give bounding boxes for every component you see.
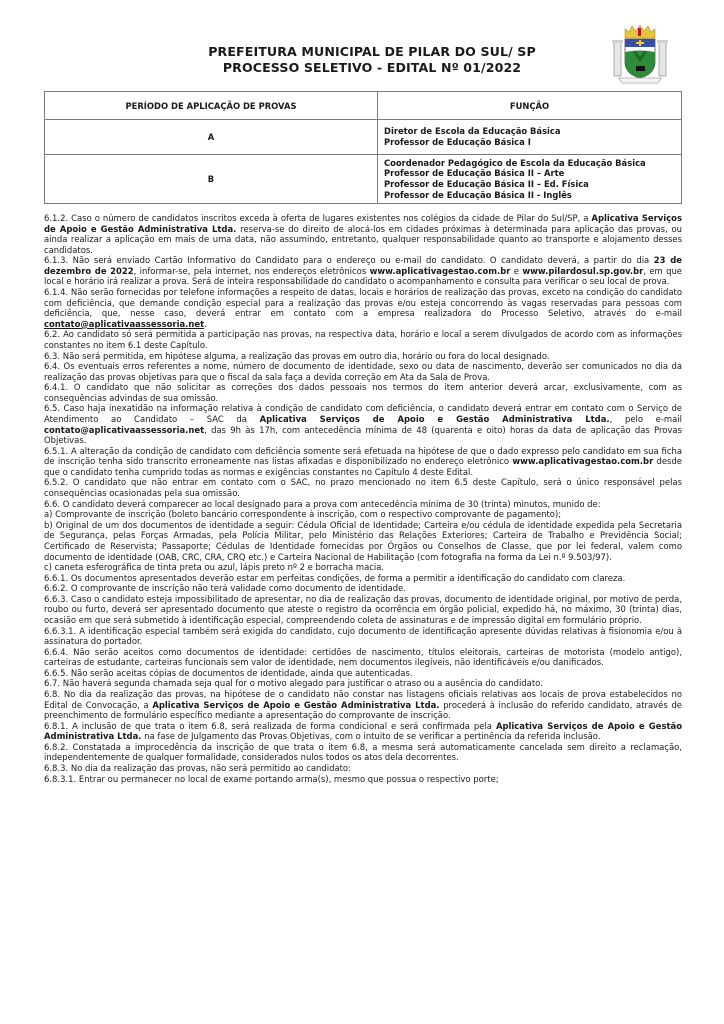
text-run: b) Original de um dos documentos de identidade a seguir: Cédula Oficial de Identidade; Carteira e/ou cédula de identidade expedida pela Secretaria de Segurança, pelas Forças Armadas, pela Polícia Militar, pelo Ministério das Relações Exteriores; Carteira de Trabalho e Previdência Social; Certificado de Reservista; Passaporte; Cédulas de Identidade fornecidas por Órgãos ou Conselhos de Classe, que por lei federal, valem como documento de identidade (OAB, CRC, CRA, CRQ etc.) e Carteira Nacional de Habilitação (com fotografia na forma da Lei n.º 9.503/97). (44, 519, 682, 562)
bold-text: Aplicativa Serviços de Apoio e Gestão Administrativa Ltda. (259, 413, 610, 424)
bold-text: Aplicativa Serviços de Apoio e Gestão Administrativa Ltda. (44, 720, 682, 742)
paragraph (44, 594, 682, 626)
bold-text: Aplicativa Serviços de Apoio e Gestão Administrativa Ltda. (44, 213, 682, 234)
paragraph (44, 678, 682, 689)
function-item: Professor de Educação Básica II – Ed. Física (384, 179, 589, 189)
table-header-row (45, 92, 682, 120)
bold-text: www.aplicativagestao.com.br (369, 265, 511, 276)
text-run: , informar-se, pela internet, nos endereços eletrônicos (133, 265, 370, 276)
paragraph (44, 742, 682, 763)
paragraph (44, 763, 682, 774)
text-run: 6.6.3. Caso o candidato esteja impossibilitado de apresentar, no dia de realização das provas, documento de identidade original, por motivo de perda, roubo ou furto, deverá ser apresentado documento que ateste o registro da ocorrência em órgão policial, expedido há, no máximo, 30 (trinta) dias, ocasião em que será submetido à identificação especial, compreendendo coleta de assinaturas e de impressão digital em formulário próprio. (44, 593, 682, 625)
text-run: , pelo e-mail (609, 413, 682, 424)
text-run: reserva-se do direito de alocá-los em cidades próximas à determinada para aplicação das provas, ou ainda realizar a aplicação em mais de uma data, não assumindo, entretanto, qualquer responsabilidade quanto ao transporte e alojamento desses candidatos. (44, 223, 682, 255)
text-run: 6.3. Não será permitida, em hipótese alguma, a realização das provas em outro dia, horário ou fora do local designado. (44, 350, 550, 361)
text-run: 6.8. No dia da realização das provas, na hipótese de o candidato não constar nas listagens oficiais relativas aos locais de prova estabelecidos no Edital de Convocação, a (44, 689, 682, 710)
table-row (45, 120, 682, 155)
text-run: 6.4. Os eventuais erros referentes a nome, número de documento de identidade, sexo ou data de nascimento, deverão ser comunicados no dia da realização das provas objetivas para que o fiscal da sala faça a devida correção em Ata da Sala de Prova. (44, 361, 682, 382)
text-run: 6.2. Ao candidato só será permitida a participação nas provas, na respectiva data, horário e local a serem divulgados de acordo com as informações constantes no item 6.1 deste Capítulo. (44, 329, 682, 350)
text-run: 6.8.3. No dia da realização das provas, não será permitido ao candidato: (44, 763, 351, 774)
text-run: 6.8.1. A inclusão de que trata o item 6.8, será realizada de forma condicional e será confirmada pela (44, 720, 496, 731)
column-header-period: PERÍODO DE APLICAÇÃO DE PROVAS (45, 92, 378, 120)
function-item: Diretor de Escola da Educação Básica (384, 126, 561, 137)
text-run: 6.1.4. Não serão fornecidas por telefone informações a respeito de datas, locais e horários de realização das provas, exceto na condição do candidato com deficiência, que demande condição especial para a realização das provas e/ou esteja concorrendo às vagas reservadas para pessoas com deficiência, que, nesse caso, deverá entrar em contato com a empresa realizadora do Processo Seletivo, através do e-mail (44, 287, 682, 319)
function-item: Coordenador Pedagógico de Escola da Educação Básica (384, 157, 646, 168)
text-run: 6.5. Caso haja inexatidão na informação relativa à condição de candidato com deficiência, o candidato deverá entrar em contato com o Serviço de Atendimento ao Candidato – SAC da (44, 403, 682, 424)
bold-text: contato@aplicativaassessoria.net (44, 424, 205, 435)
text-run: . (204, 318, 207, 329)
text-run: 6.1.2. Caso o número de candidatos inscritos exceda à oferta de lugares existentes nos colégios da cidade de Pilar do Sul/SP, a (44, 213, 592, 223)
bold-text: www.pilardosul.sp.gov.br (522, 265, 644, 276)
paragraph (44, 562, 682, 573)
email-link[interactable]: contato@aplicativaassessoria.net (44, 318, 205, 329)
text-run: e (510, 265, 523, 276)
paragraph (44, 668, 682, 679)
paragraph (44, 499, 682, 510)
text-run: na fase de Julgamento das Provas Objetivas, com o intuito de se verificar a pertinência da referida inclusão. (141, 731, 601, 742)
period-cell: A (45, 120, 378, 155)
exam-period-table (44, 91, 682, 204)
text-run: , em que local e horário irá realizar a prova. Será de inteira responsabilidade do candidato o acompanhamento e consulta para verificar o seu local de prova. (44, 265, 682, 287)
paragraph (44, 213, 682, 255)
text-run: procederá à inclusão do referido candidato, através de preenchimento de formulário específico mediante a apresentação do comprovante de inscrição. (44, 699, 682, 721)
paragraph (44, 255, 682, 287)
text-run: 6.6.1. Os documentos apresentados deverão estar em perfeitas condições, de forma a permitir a identificação do candidato com clareza. (44, 572, 626, 583)
text-run: 6.5.2. O candidato que não entrar em contato com o SAC, no prazo mencionado no item 6.5 deste Capítulo, será o único responsável pelas consequências ocasionadas pela sua omissão. (44, 477, 682, 499)
bold-text: 23 de dezembro de 2022 (44, 255, 682, 276)
paragraph (44, 774, 682, 785)
paragraph (44, 446, 682, 478)
table-row (45, 155, 682, 204)
paragraph (44, 477, 682, 498)
paragraph (44, 287, 682, 329)
paragraph (44, 520, 682, 562)
text-run: c) caneta esferográfica de tinta preta ou azul, lápis preto nº 2 e borracha macia. (44, 562, 385, 573)
paragraph (44, 721, 682, 742)
function-item: Professor de Educação Básica II - Inglês (384, 189, 572, 200)
text-run: 6.6. O candidato deverá comparecer ao local designado para a prova com antecedência mínima de 30 (trinta) minutos, munido de: (44, 498, 601, 509)
paragraph (44, 382, 682, 403)
text-run: 6.8.2. Constatada a improcedência da inscrição de que trata o item 6.8, a mesma será automaticamente cancelada sem direito a reclamação, independentemente de qualquer formalidade, considerados nulos todos os atos dela decorrentes. (44, 741, 682, 763)
paragraph (44, 361, 682, 382)
paragraph (44, 403, 682, 445)
text-run: 6.1.3. Não será enviado Cartão Informativo do Candidato para o endereço ou e-mail do candidato. O candidato deverá, a partir do dia (44, 255, 654, 266)
paragraph (44, 351, 682, 362)
text-run: 6.4.1. O candidato que não solicitar as correções dos dados pessoais nos termos do item anterior deverá arcar, exclusivamente, com as consequências advindas de sua omissão. (44, 382, 682, 403)
text-run: 6.6.5. Não serão aceitas cópias de documentos de identidade, ainda que autenticadas. (44, 667, 413, 678)
paragraph (44, 583, 682, 594)
header-title: PREFEITURA MUNICIPAL DE PILAR DO SUL/ SP (208, 44, 536, 59)
paragraph (44, 329, 682, 350)
paragraph (44, 626, 682, 647)
header-subtitle: PROCESSO SELETIVO - EDITAL Nº 01/2022 (222, 60, 522, 75)
document-header (0, 44, 724, 76)
text-run: desde que o candidato tenha cumprido todas as normas e exigências constantes no Capítulo 4 deste Edital. (44, 456, 682, 477)
text-run: 6.6.2. O comprovante de inscrição não terá validade como documento de identidade. (44, 583, 407, 594)
text-run: , das 9h às 17h, com antecedência mínima de 48 (quarenta e oito) horas da data de aplicação das Provas Objetivas. (44, 424, 682, 446)
text-run: 6.7. Não haverá segunda chamada seja qual for o motivo alegado para justificar o atraso ou a ausência do candidato. (44, 678, 543, 689)
period-cell: B (45, 155, 378, 204)
document-body (44, 213, 682, 784)
functions-cell (378, 120, 682, 155)
text-run: 6.6.3.1. A identificação especial também será exigida do candidato, cujo documento de identificação apresente dúvidas relativas à fisionomia e/ou à assinatura do portador. (44, 625, 682, 647)
function-item: Professor de Educação Básica I (384, 137, 531, 147)
text-run: 6.8.3.1. Entrar ou permanecer no local de exame portando arma(s), mesmo que possua o respectivo porte; (44, 773, 499, 784)
paragraph (44, 509, 682, 520)
text-run: 6.5.1. A alteração da condição de candidato com deficiência somente será efetuada na hipótese de que o dado expresso pelo candidato em sua ficha de inscrição tenha sido transcrito erroneamente nas listas afixadas e disponibilizado no endereço eletrônico (44, 445, 682, 467)
paragraph (44, 573, 682, 584)
column-header-function: FUNÇÃO (378, 92, 682, 120)
text-run: 6.6.4. Não serão aceitos como documentos de identidade: certidões de nascimento, títulos eleitorais, carteiras de motorista (modelo antigo), carteiras de estudante, carteiras funcionais sem valor de identidade, nem documentos ilegíveis, não identificáveis e/ou danificados. (44, 646, 682, 668)
bold-text: Aplicativa Serviços de Apoio e Gestão Administrativa Ltda. (152, 699, 440, 710)
functions-cell (378, 155, 682, 204)
bold-text: www.aplicativagestao.com.br (512, 456, 654, 467)
function-item: Professor de Educação Básica II – Arte (384, 168, 565, 179)
paragraph (44, 647, 682, 668)
text-run: a) Comprovante de inscrição (boleto bancário correspondente à inscrição, com o respectivo comprovante de pagamento); (44, 509, 562, 520)
paragraph (44, 689, 682, 721)
